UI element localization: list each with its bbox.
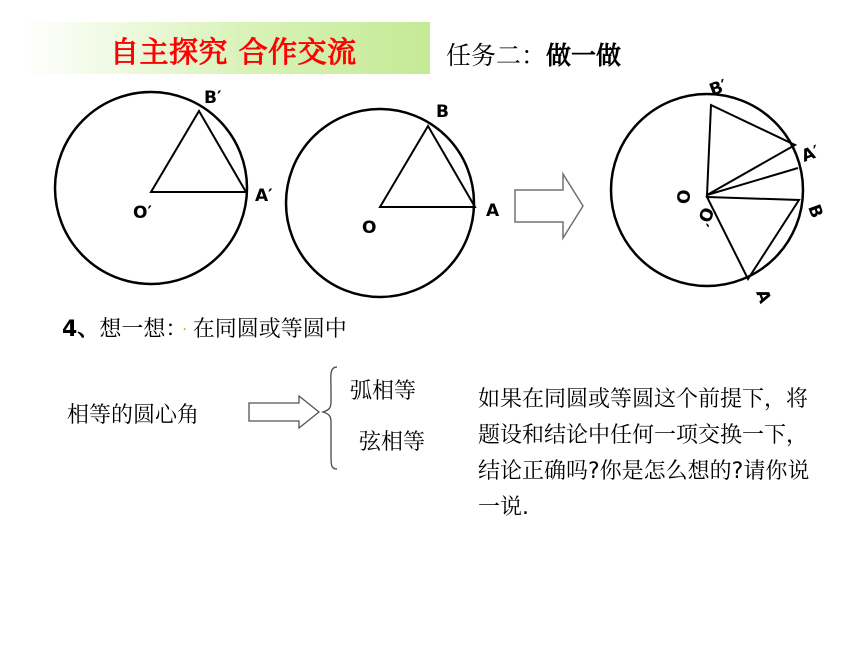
triangle-1 — [151, 111, 246, 192]
think-heading — [62, 312, 347, 343]
brace-icon — [323, 367, 337, 469]
triangle-3b — [707, 197, 799, 279]
label-a-prime-1: A′ — [255, 186, 273, 206]
arc-equal-text: 弧相等 — [350, 379, 417, 404]
think-number: 4、 — [62, 317, 100, 342]
bullet-dot: · — [182, 322, 187, 338]
label-a-2: A — [486, 201, 500, 221]
think-title: 想一想： — [99, 317, 177, 342]
label-o-prime-3: O′ — [691, 204, 718, 229]
task-name: 做一做 — [546, 41, 622, 70]
implication-arrow — [249, 396, 319, 428]
radius-oa-prime — [707, 168, 798, 195]
question-text: 如果在同圆或等圆这个前提下，将题设和结论中任何一项交换一下，结论正确吗?你是怎么想的?请你说一说. — [478, 387, 810, 520]
circle-2 — [286, 109, 474, 297]
think-context: 在同圆或等圆中 — [192, 317, 347, 342]
transform-arrow — [515, 174, 583, 238]
chord-equal-text: 弦相等 — [359, 430, 426, 455]
label-a-prime-3: A′ — [798, 141, 823, 167]
circle-figure-2 — [286, 102, 500, 297]
label-b-prime-3: B′ — [706, 75, 731, 101]
triangle-2 — [380, 126, 475, 207]
label-o-3: O — [671, 188, 693, 205]
premise-label: 相等的圆心角 — [67, 403, 200, 428]
label-o-2: O — [362, 218, 377, 238]
task-label: 任务二： — [446, 41, 547, 70]
label-o-prime-1: O′ — [133, 203, 152, 223]
label-b-2: B — [436, 102, 449, 122]
circle-figure-3 — [611, 76, 827, 307]
circle-figure-1 — [55, 88, 273, 284]
label-a-3: A — [751, 286, 775, 307]
label-b-3: B — [803, 201, 827, 221]
label-b-prime-1: B′ — [204, 88, 222, 108]
page-title: 自主探究 合作交流 — [110, 35, 357, 69]
circle-1 — [55, 92, 247, 284]
